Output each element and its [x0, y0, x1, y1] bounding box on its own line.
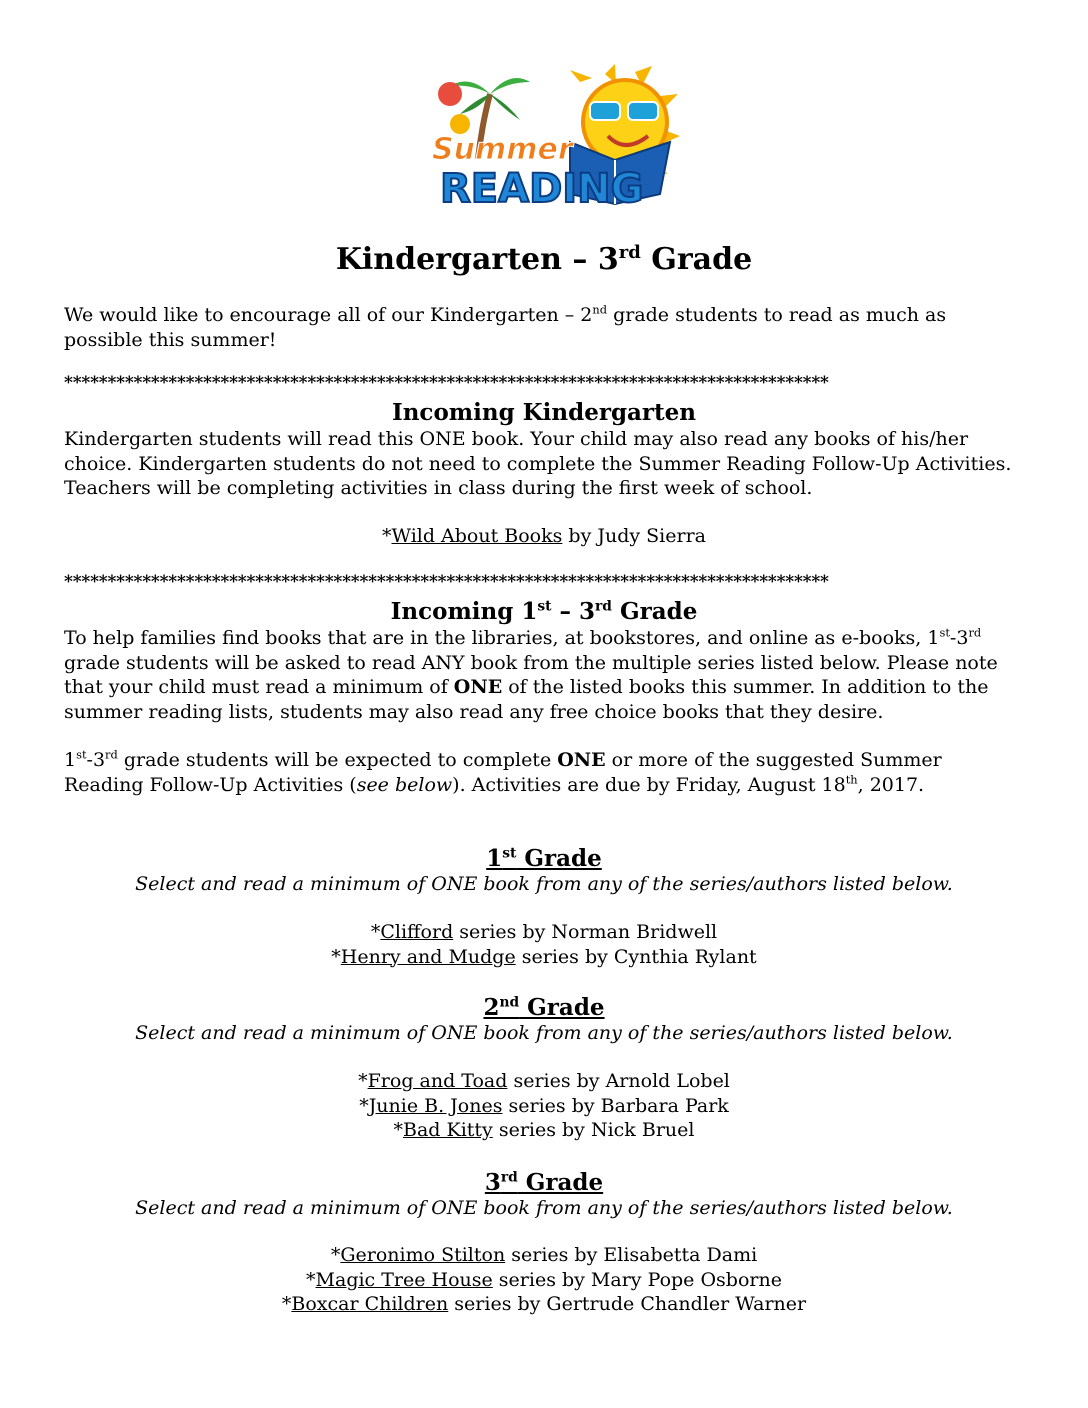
kindergarten-paragraph: Kindergarten students will read this ONE book. Your child may also read any books of his/her choice. Kindergarten students do not need to complete the Summer Reading Follow-Up Activities. Teachers will be completing activities in class during the first week of school.	[64, 428, 1012, 499]
list-item: *Magic Tree House series by Mary Pope Osborne	[306, 1268, 782, 1291]
grade-2-book-list	[0, 1069, 1088, 1143]
grade-3-instruction: Select and read a minimum of ONE book from any of the series/authors listed below.	[135, 1197, 953, 1219]
grades-1-3-paragraph: To help families find books that are in the libraries, at bookstores, and online as e-books, 1st-3rd grade students will be asked to read ANY book from the multiple series listed below. Please note that your child must read a minimum of ONE of the listed books this summer. In addition to the summer reading lists, students may also read any free choice books that they desire.	[64, 625, 998, 723]
list-item: *Geronimo Stilton series by Elisabetta Dami	[330, 1244, 758, 1266]
grade-3-book-list	[0, 1243, 1088, 1317]
activities-paragraph: 1st-3rd grade students will be expected to complete ONE or more of the suggested Summer Reading Follow-Up Activities (see below). Activities are due by Friday, August 18th, 2017.	[64, 747, 942, 796]
kindergarten-heading: Incoming Kindergarten	[391, 399, 697, 426]
grade-1-heading: 1st Grade	[486, 845, 602, 872]
list-item: *Junie B. Jones series by Barbara Park	[359, 1094, 729, 1117]
grade-3-heading: 3rd Grade	[484, 1169, 604, 1196]
grade-2-heading: 2nd Grade	[483, 994, 605, 1021]
page-title: Kindergarten – 3rd Grade	[335, 242, 753, 277]
grade-1-book-list	[0, 920, 1088, 969]
list-item: *Boxcar Children series by Gertrude Chandler Warner	[281, 1293, 807, 1315]
logo-summer-word: Summer	[432, 132, 573, 167]
separator-line: ****************************************************************************************	[64, 572, 829, 592]
intro-paragraph: We would like to encourage all of our Kindergarten – 2nd grade students to read as much as possible this summer!	[64, 302, 947, 351]
grades-1-3-heading: Incoming 1st – 3rd Grade	[390, 598, 698, 625]
list-item: *Frog and Toad series by Arnold Lobel	[358, 1070, 730, 1092]
grade-2-instruction: Select and read a minimum of ONE book from any of the series/authors listed below.	[135, 1022, 953, 1044]
kindergarten-book: *Wild About Books by Judy Sierra	[382, 525, 706, 547]
logo-reading-word: READING	[440, 166, 644, 212]
summer-reading-logo	[420, 64, 680, 216]
list-item: *Clifford series by Norman Bridwell	[370, 921, 718, 943]
separator-line: ****************************************************************************************	[64, 373, 829, 393]
list-item: *Henry and Mudge series by Cynthia Rylant	[331, 945, 757, 968]
list-item: *Bad Kitty series by Nick Bruel	[393, 1119, 695, 1141]
grade-1-instruction: Select and read a minimum of ONE book from any of the series/authors listed below.	[135, 873, 953, 895]
